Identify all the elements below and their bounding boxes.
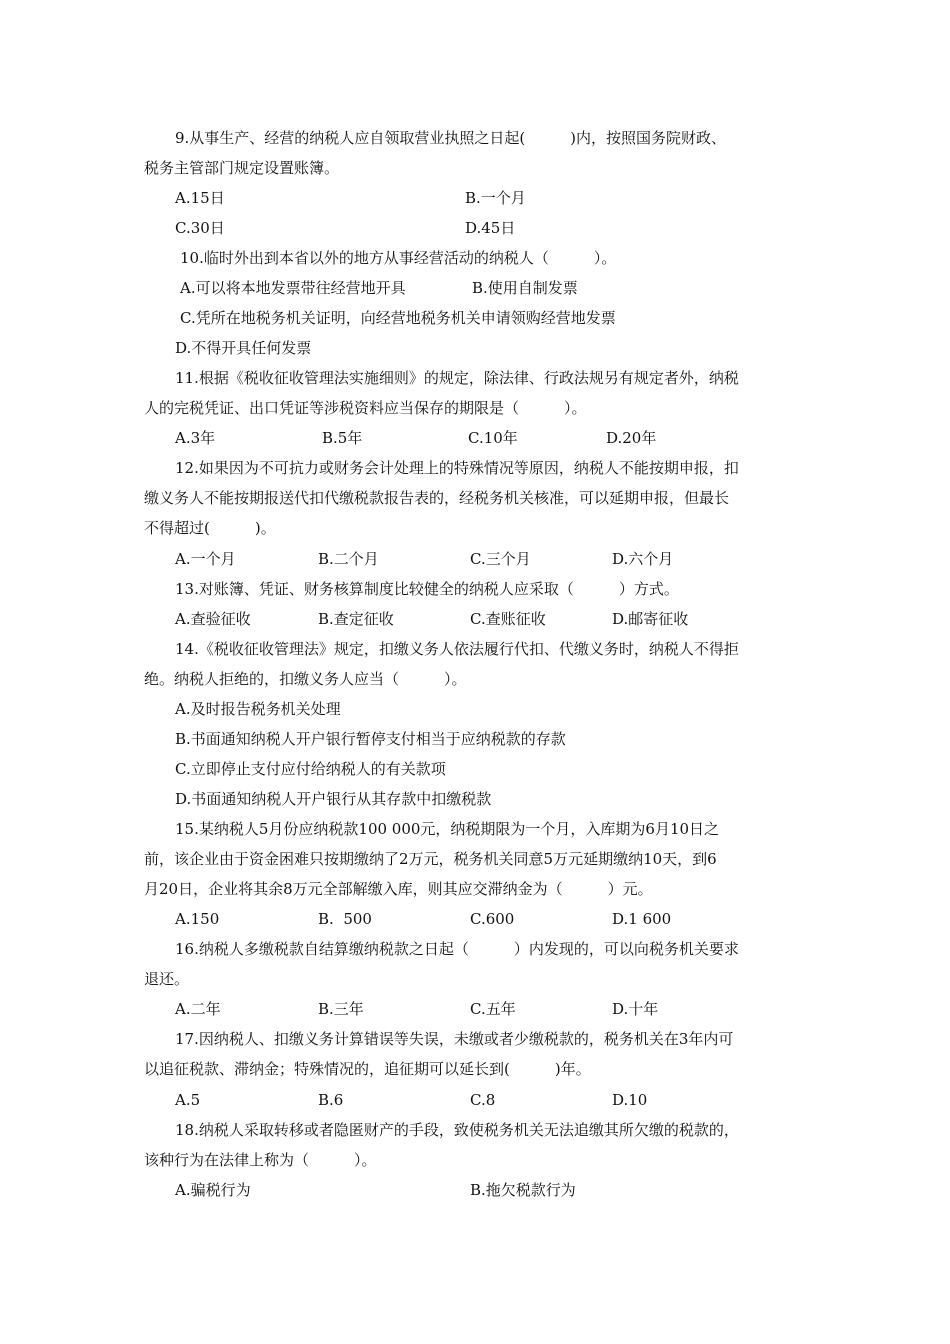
question-16-option-d: D.十年 [612, 1000, 659, 1018]
question-17-option-c: C.8 [470, 1091, 496, 1109]
question-13-option-c: C.查账征收 [470, 610, 546, 628]
question-9-option-b: B.一个月 [465, 189, 526, 207]
question-11-line-1: 11.根据《税收征收管理法实施细则》的规定，除法律、行政法规另有规定者外，纳税 [175, 369, 739, 387]
question-16-line-2: 退还。 [144, 970, 190, 988]
question-16-option-a: A.二年 [175, 1000, 221, 1018]
question-14-option-b: B.书面通知纳税人开户银行暂停支付相当于应纳税款的存款 [175, 730, 566, 748]
question-17-option-b: B.6 [318, 1091, 344, 1109]
question-14-line-1: 14.《税收征收管理法》规定，扣缴义务人依法履行代扣、代缴义务时，纳税人不得拒 [175, 640, 739, 658]
question-9-option-d: D.45日 [465, 219, 516, 237]
question-14-line-2: 绝。纳税人拒绝的，扣缴义务人应当（ ）。 [144, 670, 467, 688]
question-16-option-c: C.五年 [470, 1000, 516, 1018]
question-9-option-c: C.30日 [175, 219, 225, 237]
question-12-option-d: D.六个月 [612, 550, 674, 568]
question-14-option-a: A.及时报告税务机关处理 [175, 700, 341, 718]
question-11-option-d: D.20年 [606, 429, 657, 447]
question-15-option-a: A.150 [175, 910, 220, 928]
question-17-line-2: 以追征税款、滞纳金；特殊情况的，追征期可以延长到( )年。 [144, 1060, 591, 1078]
question-17-option-d: D.10 [612, 1091, 648, 1109]
question-17-option-a: A.5 [175, 1091, 201, 1109]
question-18-option-a: A.骗税行为 [175, 1181, 251, 1199]
question-9-line-1: 9.从事生产、经营的纳税人应自领取营业执照之日起( )内，按照国务院财政、 [175, 129, 727, 147]
question-12-option-c: C.三个月 [470, 550, 531, 568]
question-13-option-b: B.查定征收 [318, 610, 394, 628]
question-15-line-3: 月20日，企业将其余8万元全部解缴入库，则其应交滞纳金为（ ）元。 [144, 880, 653, 898]
question-17-line-1: 17.因纳税人、扣缴义务计算错误等失误，未缴或者少缴税款的，税务机关在3年内可 [175, 1030, 734, 1048]
question-11-line-2: 人的完税凭证、出口凭证等涉税资料应当保存的期限是（ ）。 [144, 399, 587, 417]
question-10-stem: 10.临时外出到本省以外的地方从事经营活动的纳税人（ ）。 [180, 249, 617, 267]
question-15-option-b: B. 500 [318, 910, 372, 928]
question-18-line-1: 18.纳税人采取转移或者隐匿财产的手段，致使税务机关无法追缴其所欠缴的税款的， [175, 1121, 739, 1139]
question-10-option-a: A.可以将本地发票带往经营地开具 [180, 279, 406, 297]
question-10-option-c: C.凭所在地税务机关证明，向经营地税务机关申请领购经营地发票 [180, 309, 616, 327]
question-12-line-3: 不得超过( )。 [144, 519, 276, 537]
question-11-option-b: B.5年 [322, 429, 363, 447]
question-13-option-a: A.查验征收 [175, 610, 251, 628]
question-11-option-c: C.10年 [468, 429, 518, 447]
question-15-option-c: C.600 [470, 910, 515, 928]
question-11-option-a: A.3年 [175, 429, 216, 447]
question-15-line-1: 15.某纳税人5月份应纳税款100 000元，纳税期限为一个月，入库期为6月10日之 [175, 820, 720, 838]
question-13-stem: 13.对账簿、凭证、财务核算制度比较健全的纳税人应采取（ ）方式。 [175, 580, 679, 598]
question-10-option-b: B.使用自制发票 [472, 279, 578, 297]
question-15-line-2: 前，该企业由于资金困难只按期缴纳了2万元，税务机关同意5万元延期缴纳10天，到6 [144, 850, 717, 868]
question-15-option-d: D.1 600 [612, 910, 672, 928]
question-16-option-b: B.三年 [318, 1000, 364, 1018]
question-12-option-a: A.一个月 [175, 550, 236, 568]
question-12-option-b: B.二个月 [318, 550, 379, 568]
question-9-option-a: A.15日 [175, 189, 225, 207]
question-9-line-2: 税务主管部门规定设置账簿。 [144, 159, 340, 177]
question-12-line-1: 12.如果因为不可抗力或财务会计处理上的特殊情况等原因，纳税人不能按期申报，扣 [175, 459, 739, 477]
question-10-option-d: D.不得开具任何发票 [175, 339, 312, 357]
question-18-option-b: B.拖欠税款行为 [470, 1181, 576, 1199]
question-16-line-1: 16.纳税人多缴税款自结算缴纳税款之日起（ ）内发现的，可以向税务机关要求 [175, 940, 739, 958]
question-14-option-d: D.书面通知纳税人开户银行从其存款中扣缴税款 [175, 790, 492, 808]
question-18-line-2: 该种行为在法律上称为（ ）。 [144, 1151, 377, 1169]
question-13-option-d: D.邮寄征收 [612, 610, 689, 628]
question-12-line-2: 缴义务人不能按期报送代扣代缴税款报告表的，经税务机关核准，可以延期申报，但最长 [144, 489, 730, 507]
question-14-option-c: C.立即停止支付应付给纳税人的有关款项 [175, 760, 446, 778]
